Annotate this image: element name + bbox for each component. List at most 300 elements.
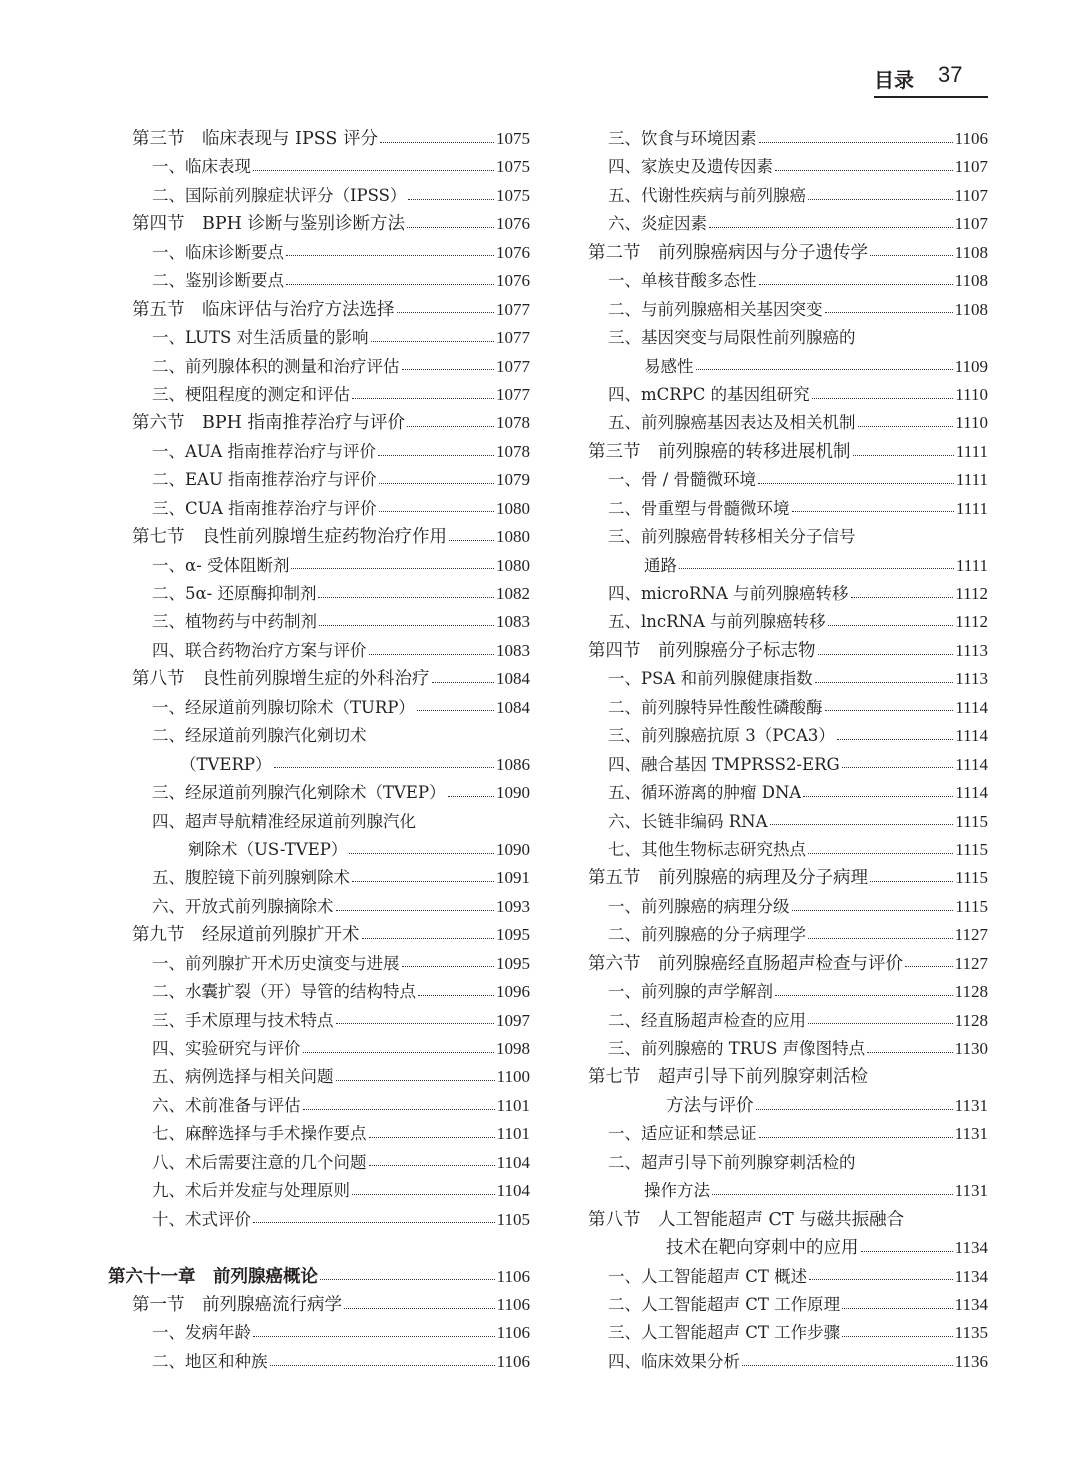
toc-page-number: 1086 — [496, 754, 530, 774]
toc-item[interactable] — [108, 608, 530, 636]
toc-entry-title: 一、α- 受体阻断剂 — [152, 555, 290, 575]
dot-leader — [432, 682, 495, 683]
dot-leader — [380, 142, 494, 143]
dot-leader — [336, 910, 495, 911]
toc-section[interactable] — [108, 921, 530, 949]
dot-leader — [320, 1279, 495, 1280]
toc-page-number: 1076 — [496, 214, 530, 234]
toc-section[interactable] — [588, 864, 988, 892]
dot-leader — [286, 255, 494, 256]
toc-page-number: 1090 — [496, 839, 530, 859]
dot-leader — [679, 568, 954, 569]
dot-leader — [402, 966, 495, 967]
toc-item[interactable] — [108, 1035, 530, 1063]
dot-leader — [344, 1308, 495, 1309]
toc-page-number: 1080 — [496, 555, 530, 575]
toc-page-number: 1135 — [954, 1323, 988, 1343]
dot-leader — [378, 455, 494, 456]
toc-item[interactable] — [108, 836, 530, 864]
toc-item[interactable] — [108, 580, 530, 608]
toc-page-number: 1077 — [496, 328, 530, 348]
toc-section[interactable] — [108, 1291, 530, 1319]
toc-item[interactable] — [108, 893, 530, 921]
toc-entry-title: 一、适应证和禁忌证 — [608, 1124, 757, 1144]
toc-item[interactable] — [108, 864, 530, 892]
dot-leader — [379, 511, 494, 512]
toc-item[interactable] — [588, 1348, 988, 1376]
toc-entry-title: 四、microRNA 与前列腺癌转移 — [608, 584, 849, 603]
toc-entry-title: 三、手术原理与技术特点 — [152, 1010, 334, 1030]
toc-entry-title: 三、基因突变与局限性前列腺癌的 — [608, 328, 856, 348]
toc-section[interactable] — [588, 438, 988, 466]
toc-left-column — [108, 125, 530, 1376]
toc-section[interactable] — [588, 1063, 988, 1091]
toc-entry-title: 四、家族史及遗传因素 — [608, 157, 773, 177]
toc-entry-title: 三、梗阻程度的测定和评估 — [152, 384, 350, 404]
toc-item[interactable] — [108, 779, 530, 807]
toc-entry-title: 第一节 前列腺癌流行病学 — [132, 1294, 342, 1315]
toc-chapter[interactable] — [108, 1263, 530, 1291]
toc-page-number: 1083 — [496, 612, 530, 632]
toc-page-number: 1078 — [496, 413, 530, 433]
dot-leader — [712, 1194, 953, 1195]
toc-item[interactable] — [108, 381, 530, 409]
dot-leader — [709, 227, 953, 228]
toc-entry-title: 四、融合基因 TMPRSS2-ERG — [608, 754, 840, 774]
dot-leader — [851, 597, 954, 598]
toc-page-number: 1101 — [496, 1095, 530, 1115]
toc-page-number: 1101 — [496, 1124, 530, 1144]
toc-page-number: 1127 — [954, 925, 988, 945]
toc-page-number: 1111 — [955, 498, 988, 518]
toc-entry-title: 三、人工智能超声 CT 工作步骤 — [608, 1323, 841, 1343]
toc-item[interactable] — [588, 836, 988, 864]
toc-entry-title: 二、EAU 指南推荐治疗与评价 — [152, 470, 377, 490]
toc-entry-title: 二、5α- 还原酶抑制剂 — [152, 584, 317, 603]
toc-entry-title: 六、术前准备与评估 — [152, 1095, 301, 1115]
dot-leader — [808, 853, 953, 854]
toc-page-number: 1111 — [955, 555, 988, 575]
toc-entry-title: 五、循环游离的肿瘤 DNA — [608, 783, 802, 803]
toc-item[interactable] — [588, 1120, 988, 1148]
dot-leader — [336, 1023, 495, 1024]
toc-entry-title: 三、植物药与中药制剂 — [152, 612, 317, 632]
toc-item[interactable] — [588, 665, 988, 693]
dot-leader — [808, 199, 953, 200]
dot-leader — [837, 739, 953, 740]
toc-section[interactable] — [108, 210, 530, 238]
dot-leader — [253, 1336, 495, 1337]
toc-page-number: 1136 — [954, 1351, 988, 1371]
toc-entry-title: 五、病例选择与相关问题 — [152, 1067, 334, 1087]
toc-page-number: 1077 — [496, 356, 530, 376]
toc-page-number: 1114 — [955, 726, 988, 746]
dot-leader — [352, 398, 494, 399]
toc-item[interactable] — [588, 466, 988, 494]
toc-entry-title: 第七节 超声引导下前列腺穿刺活检 — [588, 1067, 868, 1088]
toc-section[interactable] — [108, 523, 530, 551]
toc-page-number: 1131 — [954, 1181, 988, 1201]
toc-entry-title: 八、术后需要注意的几个问题 — [152, 1152, 367, 1172]
toc-page-number: 1134 — [954, 1238, 988, 1258]
dot-leader — [417, 710, 494, 711]
dot-leader — [286, 284, 494, 285]
toc-entry-title: 第三节 临床表现与 IPSS 评分 — [132, 129, 378, 149]
toc-entry-title: 第五节 临床评估与治疗方法选择 — [132, 299, 395, 320]
toc-item[interactable] — [108, 438, 530, 466]
dot-leader — [825, 710, 954, 711]
dot-leader — [253, 170, 494, 171]
toc-entry-title: 三、CUA 指南推荐治疗与评价 — [152, 498, 377, 518]
toc-page-number: 1104 — [496, 1152, 530, 1172]
dot-leader — [861, 1251, 953, 1252]
toc-section[interactable] — [588, 1234, 988, 1262]
dot-leader — [696, 369, 953, 370]
toc-page-number: 1112 — [955, 612, 988, 632]
toc-page-number: 1084 — [496, 697, 530, 717]
toc-entry-title: 第九节 经尿道前列腺扩开术 — [132, 925, 360, 946]
dot-leader — [742, 1365, 953, 1366]
dot-leader — [759, 284, 953, 285]
toc-page-number: 1075 — [496, 157, 530, 177]
toc-page-number: 1090 — [496, 783, 530, 803]
toc-entry-title: 三、饮食与环境因素 — [608, 129, 757, 148]
toc-section[interactable] — [588, 950, 988, 978]
toc-page-number: 1076 — [496, 242, 530, 262]
toc-entry-title: 三、前列腺癌骨转移相关分子信号 — [608, 527, 856, 547]
toc-entry-title: 一、前列腺扩开术历史演变与进展 — [152, 953, 400, 973]
toc-item[interactable] — [108, 1120, 530, 1148]
dot-leader — [349, 853, 494, 854]
toc-page-number: 1078 — [496, 441, 530, 461]
toc-page-number: 1105 — [496, 1209, 530, 1229]
dot-leader — [379, 483, 494, 484]
toc-item[interactable] — [588, 153, 988, 181]
toc-entry-title: 第六节 BPH 指南推荐治疗与评价 — [132, 413, 405, 434]
dot-leader — [336, 1080, 495, 1081]
dot-leader — [809, 1279, 953, 1280]
toc-section[interactable] — [108, 125, 530, 153]
toc-page-number: 1104 — [496, 1181, 530, 1201]
toc-item[interactable] — [108, 1149, 530, 1177]
toc-item[interactable] — [108, 552, 530, 580]
dot-leader — [274, 767, 495, 768]
dot-leader — [905, 966, 953, 967]
toc-page-number: 1115 — [955, 811, 988, 831]
dot-leader — [825, 312, 953, 313]
toc-page-number: 1131 — [954, 1124, 988, 1144]
toc-page-number: 1080 — [496, 527, 530, 547]
toc-entry-title: 第四节 BPH 诊断与鉴别诊断方法 — [132, 214, 405, 235]
toc-entry-title: 一、AUA 指南推荐治疗与评价 — [152, 441, 376, 461]
dot-leader — [775, 170, 953, 171]
toc-entry-title: 第六节 前列腺癌经直肠超声检查与评价 — [588, 953, 903, 974]
toc-entry-title: 三、前列腺癌的 TRUS 声像图特点 — [608, 1039, 866, 1058]
toc-entry-title: 第三节 前列腺癌的转移进展机制 — [588, 441, 851, 462]
toc-page-number: 1131 — [954, 1095, 988, 1115]
toc-entry-title: 五、代谢性疾病与前列腺癌 — [608, 185, 806, 205]
toc-section[interactable] — [108, 409, 530, 437]
toc-entry-title: 六、开放式前列腺摘除术 — [152, 896, 334, 916]
toc-section[interactable] — [108, 296, 530, 324]
toc-entry-title: 操作方法 — [644, 1181, 710, 1201]
toc-item[interactable] — [108, 239, 530, 267]
toc-entry-title: 二、人工智能超声 CT 工作原理 — [608, 1294, 841, 1314]
toc-page-number: 1109 — [954, 356, 988, 376]
toc-entry-title: 二、前列腺体积的测量和治疗评估 — [152, 356, 400, 376]
toc-page-number: 1077 — [496, 299, 530, 319]
toc-page-number: 1100 — [496, 1067, 530, 1087]
toc-page-number: 1096 — [496, 982, 530, 1002]
toc-entry-title: 一、临床诊断要点 — [152, 242, 284, 262]
toc-item[interactable] — [588, 495, 988, 523]
toc-page-number: 1128 — [954, 1010, 988, 1030]
dot-leader — [792, 511, 954, 512]
dot-leader — [369, 1165, 495, 1166]
toc-entry-title: 第四节 前列腺癌分子标志物 — [588, 640, 816, 661]
toc-item[interactable] — [588, 779, 988, 807]
dot-leader — [770, 824, 954, 825]
toc-item[interactable] — [108, 694, 530, 722]
toc-page-number: 1084 — [496, 669, 530, 689]
toc-entry-title: 七、麻醉选择与手术操作要点 — [152, 1124, 367, 1144]
dot-leader — [418, 995, 494, 996]
toc-entry-title: 一、前列腺癌的病理分级 — [608, 896, 790, 916]
toc-item[interactable] — [108, 182, 530, 210]
toc-page-number: 1114 — [955, 697, 988, 717]
toc-section[interactable] — [588, 1092, 988, 1120]
toc-item[interactable] — [588, 523, 988, 551]
dot-leader — [842, 767, 954, 768]
toc-entry-title: 五、lncRNA 与前列腺癌转移 — [608, 612, 826, 632]
dot-leader — [775, 995, 953, 996]
toc-page-number: 1128 — [954, 982, 988, 1002]
toc-entry-title: 第八节 人工智能超声 CT 与磁共振融合 — [588, 1209, 905, 1230]
toc-page-number: 1110 — [955, 384, 988, 404]
dot-leader — [867, 1052, 952, 1053]
dot-leader — [253, 1222, 495, 1223]
toc-item[interactable] — [108, 808, 530, 836]
toc-page-number: 1106 — [496, 1294, 530, 1314]
dot-leader — [828, 625, 954, 626]
dot-leader — [369, 654, 495, 655]
toc-item[interactable] — [588, 978, 988, 1006]
toc-page-number: 1107 — [954, 157, 988, 177]
dot-leader — [853, 455, 954, 456]
toc-entry-title: 二、地区和种族 — [152, 1351, 268, 1371]
toc-entry-title: 第六十一章 前列腺癌概论 — [108, 1266, 318, 1287]
toc-entry-title: 通路 — [644, 555, 677, 575]
toc-page-number: 1106 — [496, 1351, 530, 1371]
toc-page-number: 1115 — [955, 896, 988, 916]
toc-item[interactable] — [588, 1035, 988, 1063]
toc-page-number: 1108 — [954, 242, 988, 262]
toc-item[interactable] — [588, 1149, 988, 1177]
toc-item[interactable] — [108, 722, 530, 750]
toc-page-number: 1110 — [955, 413, 988, 433]
toc-item[interactable] — [108, 637, 530, 665]
toc-section[interactable] — [588, 1206, 988, 1234]
dot-leader — [352, 881, 494, 882]
toc-item[interactable] — [108, 950, 530, 978]
toc-item[interactable] — [108, 1206, 530, 1234]
toc-page-number: 1091 — [496, 868, 530, 888]
toc-entry-title: 一、PSA 和前列腺健康指数 — [608, 669, 813, 689]
toc-entry-title: 一、经尿道前列腺切除术（TURP） — [152, 697, 415, 717]
toc-item[interactable] — [108, 324, 530, 352]
toc-page-number: 1115 — [955, 839, 988, 859]
toc-item[interactable] — [588, 324, 988, 352]
toc-section[interactable] — [108, 665, 530, 693]
toc-entry-title: 第七节 良性前列腺增生症药物治疗作用 — [132, 527, 447, 548]
toc-item[interactable] — [588, 267, 988, 295]
toc-item[interactable] — [588, 1319, 988, 1347]
dot-leader — [371, 341, 494, 342]
toc-page-number: 1134 — [954, 1266, 988, 1286]
toc-entry-title: 二、超声引导下前列腺穿刺活检的 — [608, 1152, 856, 1172]
toc-page-number: 1079 — [496, 470, 530, 490]
toc-page-number: 1075 — [496, 185, 530, 205]
toc-item[interactable] — [588, 808, 988, 836]
toc-spacer — [108, 1234, 530, 1262]
dot-leader — [759, 142, 953, 143]
toc-section[interactable] — [588, 239, 988, 267]
dot-leader — [362, 938, 495, 939]
toc-item[interactable] — [588, 210, 988, 238]
toc-item[interactable] — [108, 751, 530, 779]
dot-leader — [842, 1308, 953, 1309]
toc-entry-title: 七、其他生物标志研究热点 — [608, 839, 806, 859]
toc-entry-title: 九、术后并发症与处理原则 — [152, 1181, 350, 1201]
toc-page-number: 1114 — [955, 783, 988, 803]
toc-entry-title: 一、临床表现 — [152, 157, 251, 177]
toc-page-number: 1107 — [954, 185, 988, 205]
toc-item[interactable] — [108, 1092, 530, 1120]
dot-leader — [303, 1109, 495, 1110]
toc-item[interactable] — [108, 153, 530, 181]
toc-item[interactable] — [108, 1348, 530, 1376]
toc-item[interactable] — [108, 495, 530, 523]
toc-entry-title: 十、术式评价 — [152, 1209, 251, 1229]
page-header — [874, 62, 988, 98]
toc-item[interactable] — [588, 1177, 988, 1205]
dot-leader — [812, 398, 954, 399]
dot-leader — [449, 540, 494, 541]
toc-item[interactable] — [588, 751, 988, 779]
toc-entry-title: 一、单核苷酸多态性 — [608, 271, 757, 291]
toc-entry-title: 一、人工智能超声 CT 概述 — [608, 1266, 808, 1286]
toc-item[interactable] — [108, 1177, 530, 1205]
toc-item[interactable] — [588, 1263, 988, 1291]
toc-entry-title: 易感性 — [644, 356, 694, 376]
toc-item[interactable] — [588, 722, 988, 750]
toc-page-number: 1083 — [496, 640, 530, 660]
toc-item[interactable] — [588, 182, 988, 210]
dot-leader — [369, 1137, 495, 1138]
toc-entry-title: 第五节 前列腺癌的病理及分子病理 — [588, 868, 868, 889]
dot-leader — [397, 312, 495, 313]
dot-leader — [842, 1336, 953, 1337]
toc-item[interactable] — [108, 267, 530, 295]
toc-entry-title: 二、经尿道前列腺汽化剜切术 — [152, 726, 367, 746]
dot-leader — [291, 568, 494, 569]
dot-leader — [808, 1023, 953, 1024]
toc-entry-title: 第二节 前列腺癌病因与分子遗传学 — [588, 242, 868, 263]
toc-item[interactable] — [588, 893, 988, 921]
toc-page-number: 1095 — [496, 953, 530, 973]
toc-entry-title: 二、经直肠超声检查的应用 — [608, 1010, 806, 1030]
toc-entry-title: 五、腹腔镜下前列腺剜除术 — [152, 868, 350, 888]
toc-entry-title: 四、mCRPC 的基因组研究 — [608, 384, 810, 404]
toc-item[interactable] — [588, 1291, 988, 1319]
toc-item[interactable] — [588, 381, 988, 409]
dot-leader — [858, 426, 954, 427]
toc-section[interactable] — [588, 637, 988, 665]
toc-page-number: 1115 — [955, 868, 988, 888]
toc-item[interactable] — [588, 1007, 988, 1035]
toc-page-number: 1080 — [496, 498, 530, 518]
toc-page-number: 1076 — [496, 271, 530, 291]
toc-entry-title: 二、国际前列腺症状评分（IPSS） — [152, 185, 407, 205]
toc-page-number: 1075 — [496, 129, 530, 148]
toc-entry-title: （TVERP） — [180, 754, 272, 774]
dot-leader — [792, 910, 954, 911]
toc-item[interactable] — [588, 552, 988, 580]
toc-item[interactable] — [108, 978, 530, 1006]
toc-item[interactable] — [588, 921, 988, 949]
toc-page-number: 1113 — [955, 640, 988, 660]
toc-item[interactable] — [588, 125, 988, 153]
toc-entry-title: 四、联合药物治疗方案与评价 — [152, 640, 367, 660]
toc-page-number: 1106 — [496, 1266, 530, 1286]
dot-leader — [352, 1194, 495, 1195]
header-page-number: 37 — [938, 62, 963, 87]
toc-page-number: 1082 — [496, 584, 530, 603]
toc-entry-title: 四、超声导航精准经尿道前列腺汽化 — [152, 811, 416, 831]
toc-item[interactable] — [588, 694, 988, 722]
dot-leader — [408, 199, 494, 200]
toc-page-number: 1111 — [955, 441, 988, 461]
toc-item[interactable] — [108, 466, 530, 494]
toc-page-number: 1114 — [955, 754, 988, 774]
toc-entry-title: 二、水囊扩裂（开）导管的结构特点 — [152, 982, 416, 1002]
toc-item[interactable] — [108, 353, 530, 381]
toc-item[interactable] — [588, 580, 988, 608]
dot-leader — [870, 255, 953, 256]
toc-entry-title: 二、前列腺特异性酸性磷酸酶 — [608, 697, 823, 717]
toc-entry-title: 一、骨 / 骨髓微环境 — [608, 470, 757, 490]
toc-page-number: 1113 — [955, 669, 988, 689]
toc-item[interactable] — [108, 1319, 530, 1347]
toc-page-number: 1095 — [496, 925, 530, 945]
toc-entry-title: 技术在靶向穿刺中的应用 — [666, 1238, 859, 1259]
toc-item[interactable] — [588, 608, 988, 636]
toc-item[interactable] — [588, 409, 988, 437]
toc-entry-title: 第八节 良性前列腺增生症的外科治疗 — [132, 669, 430, 690]
toc-entry-title: 六、炎症因素 — [608, 214, 707, 234]
toc-item[interactable] — [108, 1063, 530, 1091]
dot-leader — [758, 483, 954, 484]
toc-item[interactable] — [108, 1007, 530, 1035]
toc-item[interactable] — [588, 296, 988, 324]
toc-page-number: 1134 — [954, 1294, 988, 1314]
dot-leader — [319, 625, 494, 626]
toc-item[interactable] — [588, 353, 988, 381]
toc-page-number: 1098 — [496, 1039, 530, 1058]
dot-leader — [407, 227, 494, 228]
dot-leader — [808, 938, 953, 939]
dot-leader — [818, 654, 954, 655]
